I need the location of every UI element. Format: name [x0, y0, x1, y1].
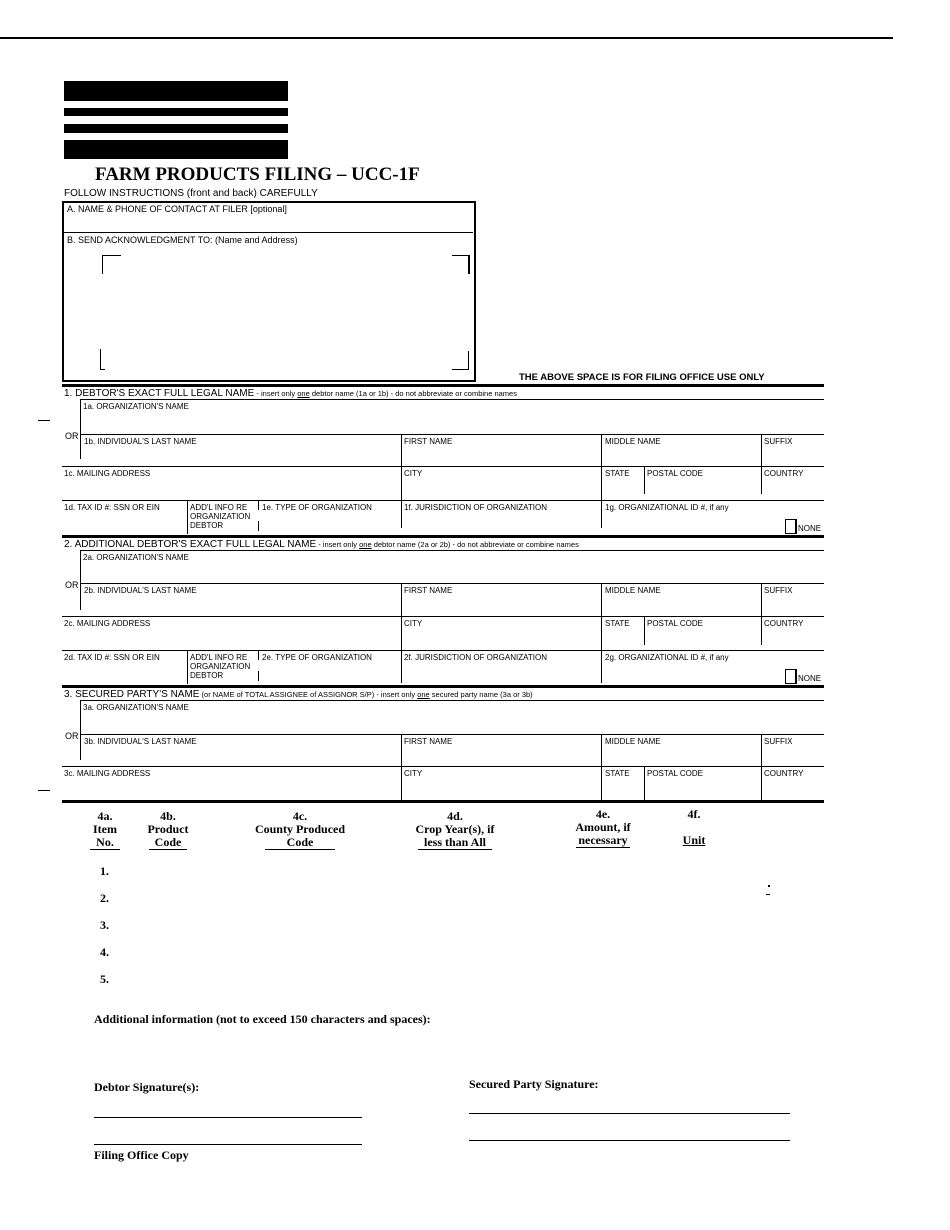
country-field[interactable]: COUNTRY	[764, 469, 804, 478]
instructions-text: FOLLOW INSTRUCTIONS (front and back) CAREFULLY	[64, 188, 318, 199]
org-name-field[interactable]: 2a. ORGANIZATION'S NAME	[83, 553, 189, 562]
col-divider	[401, 734, 402, 800]
col-divider	[761, 434, 762, 494]
or-label: OR	[65, 580, 79, 590]
item-row-number: 2.	[100, 891, 109, 905]
jurisdiction-field[interactable]: 1f. JURISDICTION OF ORGANIZATION	[404, 503, 547, 512]
rule	[80, 700, 824, 701]
addl-info-label: ADD'L INFO RE ORGANIZATION DEBTOR	[190, 503, 251, 530]
col-divider	[644, 766, 645, 800]
org-name-field[interactable]: 1a. ORGANIZATION'S NAME	[83, 402, 189, 411]
col-divider	[187, 650, 188, 684]
city-field[interactable]: CITY	[404, 769, 423, 778]
or-label: OR	[65, 431, 79, 441]
form-title: FARM PRODUCTS FILING – UCC-1F	[95, 164, 420, 185]
first-name-field[interactable]: FIRST NAME	[404, 737, 453, 746]
item-row-number: 1.	[100, 864, 109, 878]
rule	[80, 550, 824, 551]
col-4b-header: 4b. Product Code	[147, 809, 189, 849]
section3-heading: 3. SECURED PARTY'S NAME (or NAME of TOTAL ASSIGNEE of ASSIGNOR S/P) - insert only one secured party name (3a or 3b)	[64, 689, 533, 700]
secured-signature-label: Secured Party Signature:	[469, 1077, 599, 1091]
col-divider	[258, 521, 259, 531]
box-a-divider	[64, 232, 473, 233]
item-row-number: 4.	[100, 945, 109, 959]
col-divider	[258, 650, 259, 660]
footer-copy-label: Filing Office Copy	[94, 1148, 189, 1162]
redaction-bar	[64, 124, 288, 133]
country-field[interactable]: COUNTRY	[764, 619, 804, 628]
rule	[80, 583, 824, 584]
none-checkbox[interactable]	[785, 519, 797, 534]
corner-mark	[452, 351, 469, 370]
rule	[62, 766, 824, 767]
col-divider	[644, 616, 645, 645]
country-field[interactable]: COUNTRY	[764, 769, 804, 778]
or-label: OR	[65, 731, 79, 741]
debtor-signature-line[interactable]	[94, 1144, 362, 1145]
section2-top-rule	[62, 535, 824, 538]
corner-mark	[102, 255, 121, 274]
top-rule	[0, 37, 893, 39]
middle-name-field[interactable]: MIDDLE NAME	[605, 586, 661, 595]
redaction-bar	[64, 140, 288, 159]
debtor-signature-line[interactable]	[94, 1117, 362, 1118]
mailing-field[interactable]: 1c. MAILING ADDRESS	[64, 469, 151, 478]
col-divider	[761, 583, 762, 645]
taxid-field[interactable]: 1d. TAX ID #: SSN OR EIN	[64, 503, 160, 512]
secured-signature-line[interactable]	[469, 1113, 790, 1114]
section3-top-rule	[62, 685, 824, 688]
org-name-field[interactable]: 3a. ORGANIZATION'S NAME	[83, 703, 189, 712]
col-4d-header: 4d. Crop Year(s), if less than All	[415, 809, 495, 849]
col-4a-header: 4a. Item No.	[78, 810, 132, 850]
rule	[80, 399, 824, 400]
none-label: NONE	[798, 674, 822, 683]
col-divider	[601, 734, 602, 800]
corner-mark	[452, 255, 470, 274]
middle-name-field[interactable]: MIDDLE NAME	[605, 737, 661, 746]
org-id-field[interactable]: 1g. ORGANIZATIONAL ID #, if any	[605, 503, 729, 512]
rule	[62, 616, 824, 617]
stray-mark	[768, 885, 770, 887]
col-divider	[601, 583, 602, 683]
debtor-signature-label: Debtor Signature(s):	[94, 1080, 200, 1094]
dash-mark	[38, 790, 50, 791]
col-divider	[187, 500, 188, 534]
org-id-field[interactable]: 2g. ORGANIZATIONAL ID #, if any	[605, 653, 729, 662]
col-4f-header: 4f. Unit	[682, 807, 706, 847]
mailing-field[interactable]: 2c. MAILING ADDRESS	[64, 619, 151, 628]
rule	[62, 466, 824, 467]
city-field[interactable]: CITY	[404, 469, 423, 478]
col-divider	[761, 734, 762, 800]
redaction-bar	[64, 81, 288, 101]
col-4e-header: 4e. Amount, if necessary	[575, 807, 631, 847]
suffix-field[interactable]: SUFFIX	[764, 586, 793, 595]
jurisdiction-field[interactable]: 2f. JURISDICTION OF ORGANIZATION	[404, 653, 547, 662]
middle-name-field[interactable]: MIDDLE NAME	[605, 437, 661, 446]
item-row-number: 3.	[100, 918, 109, 932]
state-field[interactable]: STATE	[605, 769, 630, 778]
box-b-label[interactable]: B. SEND ACKNOWLEDGMENT TO: (Name and Address)	[67, 235, 298, 245]
suffix-field[interactable]: SUFFIX	[764, 737, 793, 746]
postal-field[interactable]: POSTAL CODE	[647, 769, 704, 778]
section1-top-rule	[62, 384, 824, 387]
box-a-label[interactable]: A. NAME & PHONE OF CONTACT AT FILER [optional]	[67, 204, 287, 214]
redaction-bar	[64, 108, 288, 116]
mailing-field[interactable]: 3c. MAILING ADDRESS	[64, 769, 151, 778]
rule	[80, 434, 824, 435]
section2-left-bar	[80, 550, 81, 610]
dash-mark	[38, 420, 50, 421]
last-name-field[interactable]: 1b. INDIVIDUAL'S LAST NAME	[84, 437, 197, 446]
rule	[80, 734, 824, 735]
type-org-field[interactable]: 1e. TYPE OF ORGANIZATION	[262, 503, 372, 512]
item-row-number: 5.	[100, 972, 109, 986]
filing-office-note: THE ABOVE SPACE IS FOR FILING OFFICE USE ONLY	[519, 372, 765, 383]
section3-bottom-rule	[62, 800, 824, 803]
rule	[62, 650, 824, 651]
filer-box	[62, 201, 476, 382]
city-field[interactable]: CITY	[404, 619, 423, 628]
section1-heading: 1. DEBTOR'S EXACT FULL LEGAL NAME - insert only one debtor name (1a or 1b) - do not abbreviate or combine names	[64, 388, 517, 399]
suffix-field[interactable]: SUFFIX	[764, 437, 793, 446]
type-org-field[interactable]: 2e. TYPE OF ORGANIZATION	[262, 653, 372, 662]
col-divider	[401, 583, 402, 683]
secured-signature-line[interactable]	[469, 1140, 790, 1141]
col-divider	[258, 671, 259, 681]
section1-left-bar	[80, 399, 81, 459]
postal-field[interactable]: POSTAL CODE	[647, 619, 704, 628]
postal-field[interactable]: POSTAL CODE	[647, 469, 704, 478]
first-name-field[interactable]: FIRST NAME	[404, 437, 453, 446]
col-4c-header: 4c. County Produced Code	[254, 809, 346, 849]
col-divider	[401, 434, 402, 528]
col-divider	[258, 500, 259, 510]
none-checkbox[interactable]	[785, 669, 797, 684]
col-divider	[601, 434, 602, 528]
last-name-field[interactable]: 2b. INDIVIDUAL'S LAST NAME	[84, 586, 197, 595]
rule	[62, 500, 824, 501]
additional-info-label[interactable]: Additional information (not to exceed 150 characters and spaces):	[94, 1012, 431, 1026]
none-label: NONE	[798, 524, 822, 533]
taxid-field[interactable]: 2d. TAX ID #: SSN OR EIN	[64, 653, 160, 662]
section2-heading: 2. ADDITIONAL DEBTOR'S EXACT FULL LEGAL NAME - insert only one debtor name (2a or 2b) - do not abbreviate or combine names	[64, 539, 579, 550]
corner-mark	[100, 349, 105, 370]
stray-mark	[766, 894, 770, 895]
col-divider	[644, 466, 645, 494]
last-name-field[interactable]: 3b. INDIVIDUAL'S LAST NAME	[84, 737, 197, 746]
addl-info-label: ADD'L INFO RE ORGANIZATION DEBTOR	[190, 653, 251, 680]
state-field[interactable]: STATE	[605, 619, 630, 628]
first-name-field[interactable]: FIRST NAME	[404, 586, 453, 595]
section3-left-bar	[80, 700, 81, 760]
state-field[interactable]: STATE	[605, 469, 630, 478]
